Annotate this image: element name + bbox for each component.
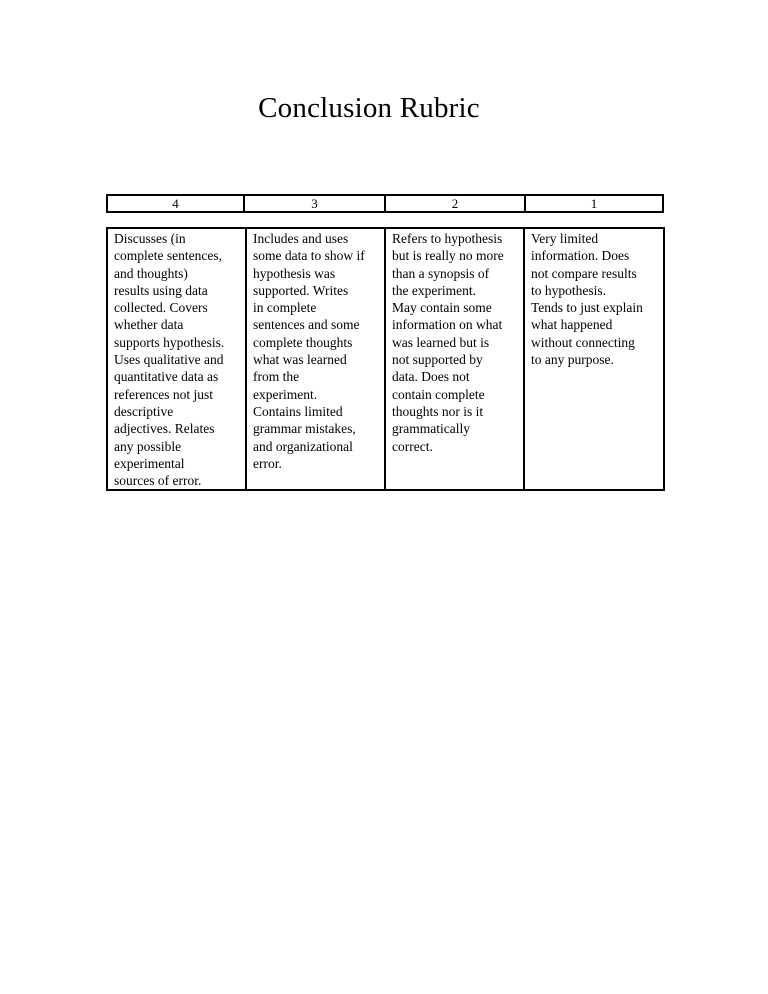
score-1-cell: 1 xyxy=(525,195,663,212)
score-header-row xyxy=(107,195,663,212)
criteria-row xyxy=(107,228,664,490)
score-4-cell: 4 xyxy=(107,195,244,212)
score-3-cell: 3 xyxy=(244,195,385,212)
criteria-score-2: Refers to hypothesis but is really no more than a synopsis of the experiment. May contain some information on what was learned but is not supported by data. Does not contain complete thoughts nor is it grammatically correct. xyxy=(385,228,524,490)
criteria-score-1: Very limited information. Does not compare results to hypothesis. Tends to just explain what happened without connecting to any purpose. xyxy=(524,228,664,490)
criteria-score-3: Includes and uses some data to show if hypothesis was supported. Writes in complete sentences and some complete thoughts what was learned from the experiment. Contains limited grammar mistakes, and organizational error. xyxy=(246,228,385,490)
criteria-table xyxy=(106,227,665,491)
page-title: Conclusion Rubric xyxy=(258,92,480,124)
score-2-cell: 2 xyxy=(385,195,525,212)
score-header-table xyxy=(106,194,664,213)
criteria-score-4: Discusses (in complete sentences, and thoughts) results using data collected. Covers whether data supports hypothesis. Uses qualitative and quantitative data as references not just descriptive adjectives. Relates any possible experimental sources of error. xyxy=(107,228,246,490)
